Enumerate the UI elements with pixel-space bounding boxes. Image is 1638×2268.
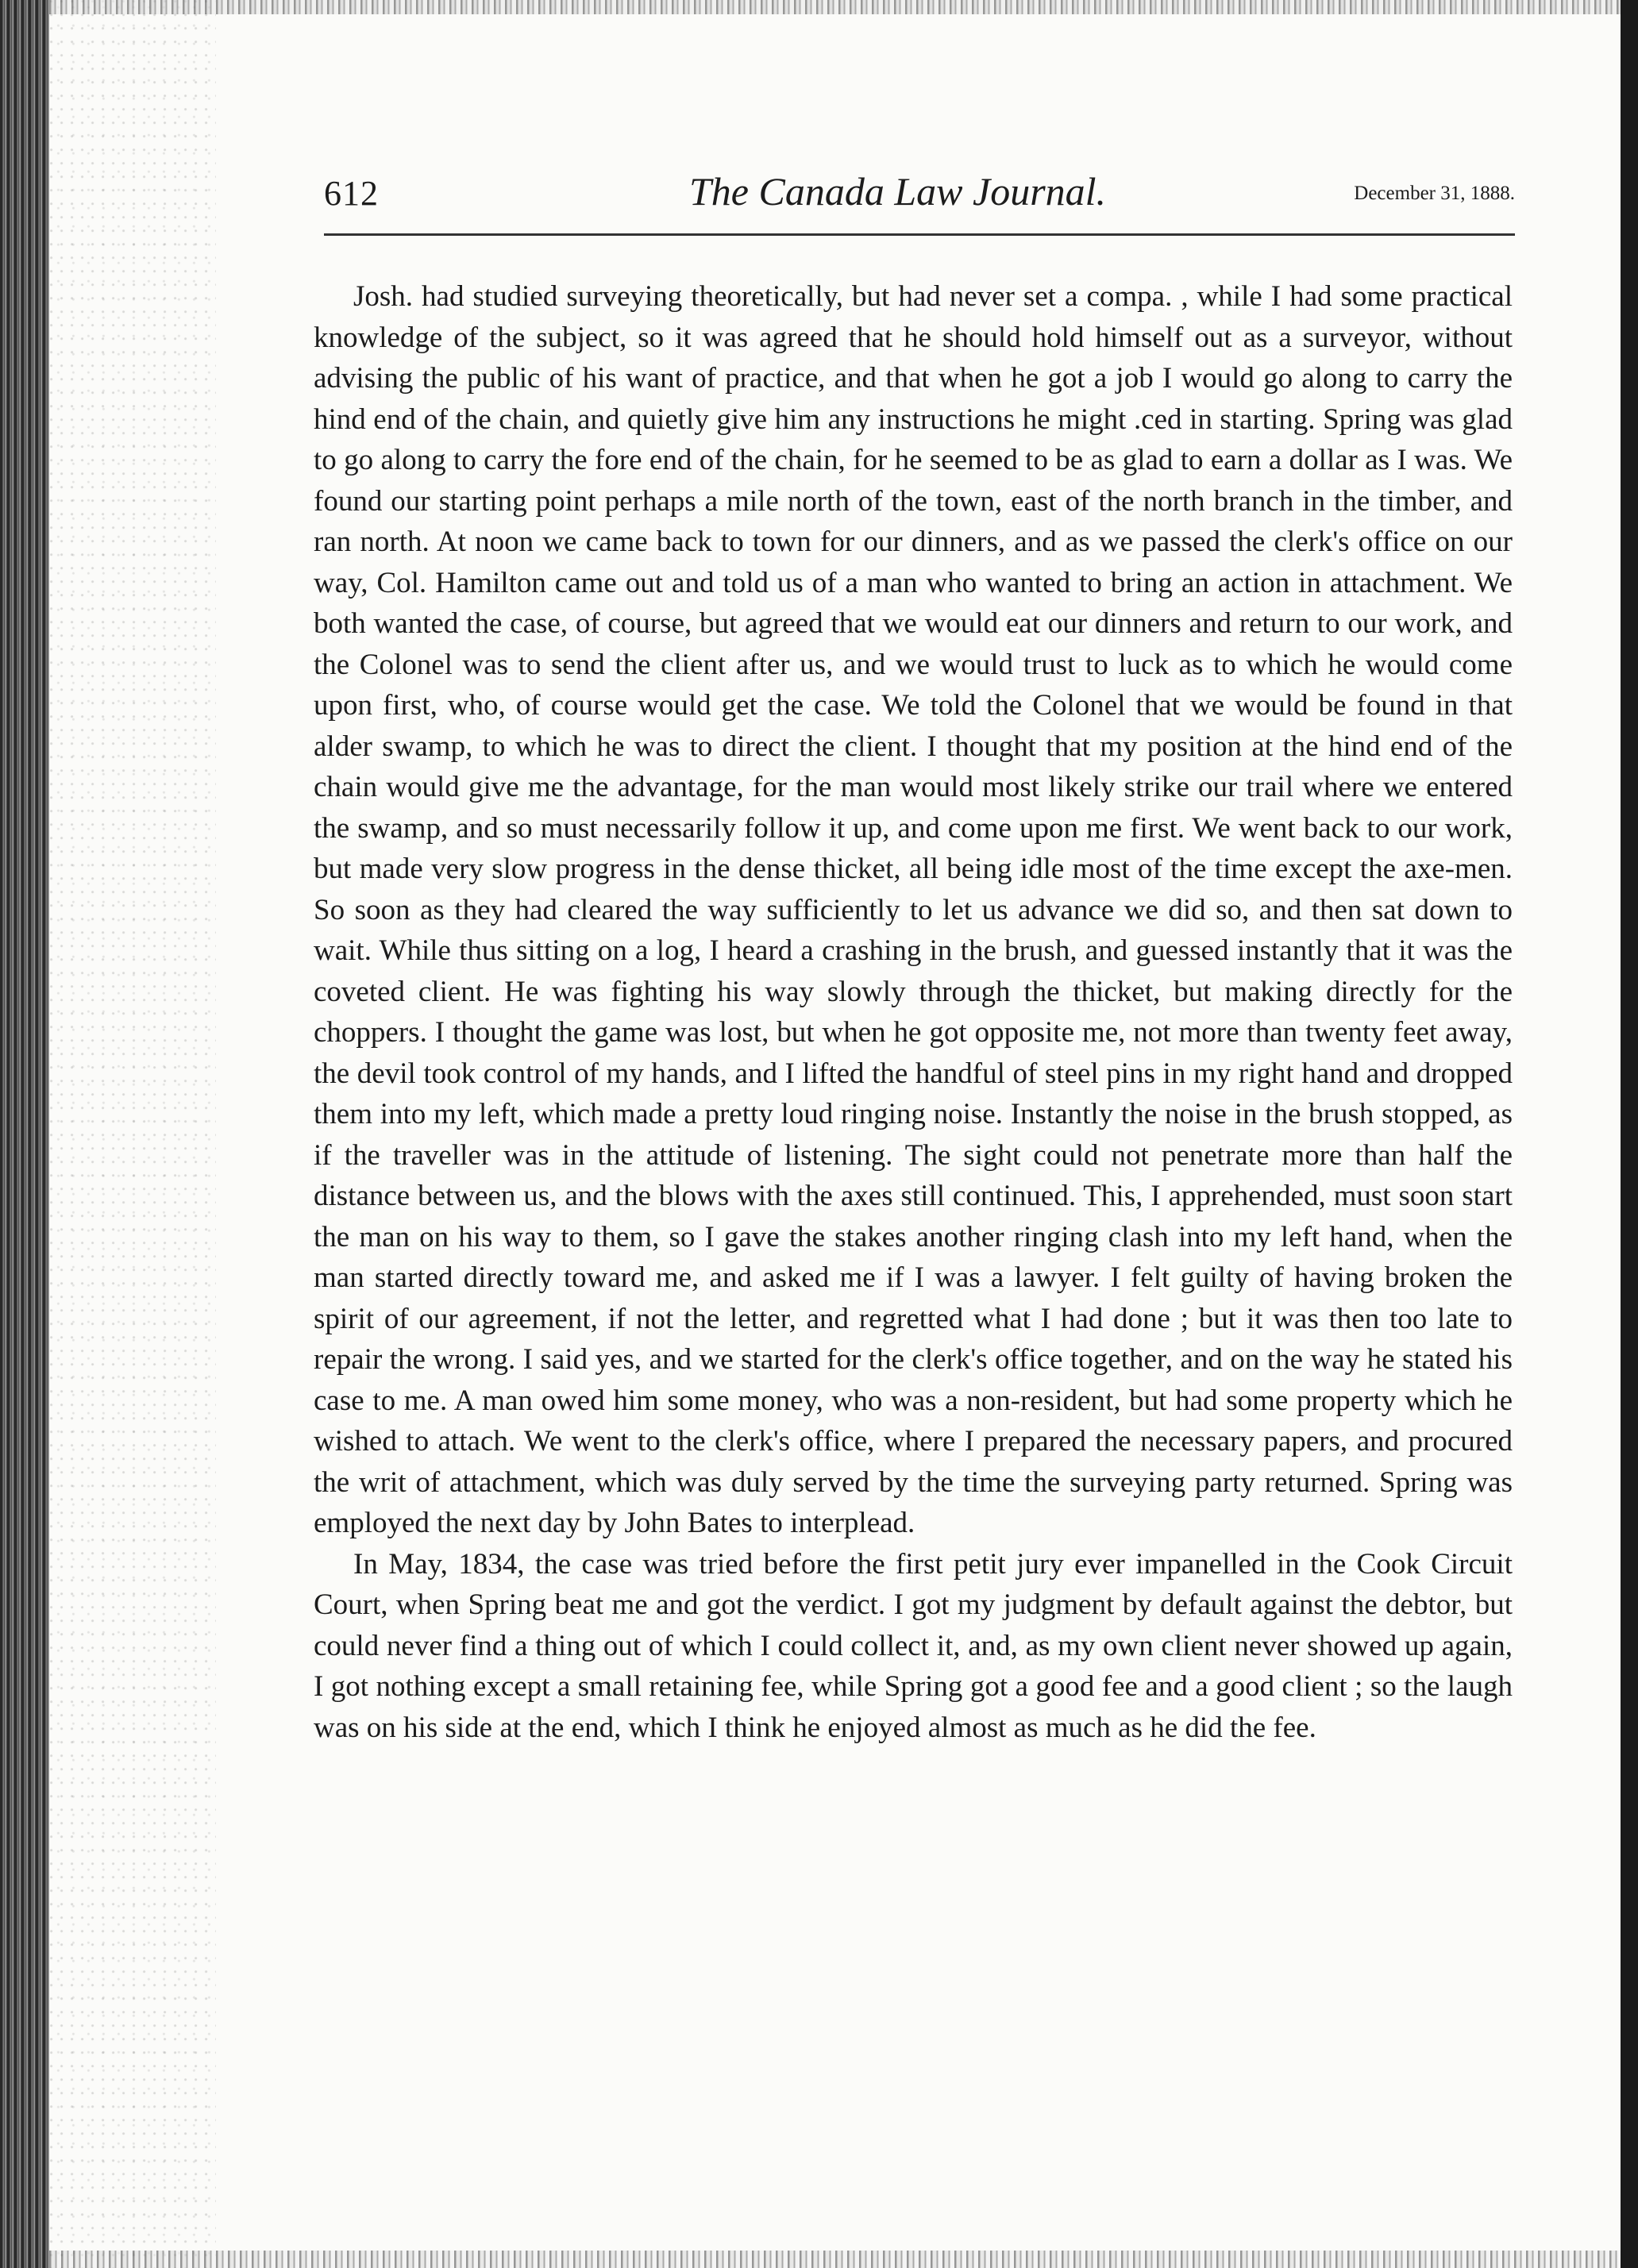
scan-noise [49,0,216,2268]
journal-title: The Canada Law Journal. [689,169,1107,214]
running-header [324,165,1515,221]
paragraph: In May, 1834, the case was tried before the first petit jury ever impanelled in the Cook Circuit Court, when Spring beat me and got the verdict. I got my judgment by default against the debtor, but could never find a thing out of which I could collect it, and, as my own client never showed up again, I got nothing except a small retaining fee, while Spring got a good fee and a good client ; so the laugh was on his side at the end, which I think he enjoyed almost as much as he did the fee. [314,1547,1513,1744]
page-number: 612 [324,174,379,213]
scan-right-edge [1621,0,1638,2268]
paragraph: Josh. had studied surveying theoretically, but had never set a compa. , while I had some practical knowledge of the subject, so it was agreed that he should hold himself out as a surveyor, without advising the public of his want of practice, and that when he got a job I would go along to carry the hind end of the chain, and quietly give him any instructions he might .ced in starting. Spring was glad to go along to carry the fore end of the chain, for he seemed to be as glad to earn a dollar as I was. We found our starting point perhaps a mile north of the town, east of the north branch in the timber, and ran north. At noon we came back to town for our dinners, and as we passed the clerk's office on our way, Col. Hamilton came out and told us of a man who wanted to bring an action in attachment. We both wanted the case, of course, but agreed that we would eat our dinners and return to our work, and the Colonel was to send the client after us, and we would trust to luck as to which he would come upon first, who, of course would get the case. We told the Colonel that we would be found in that alder swamp, to which he was to direct the client. I thought that my position at the hind end of the chain would give me the advantage, for the man would most likely strike our trail where we entered the swamp, and so must necessarily follow it up, and come upon me first. We went back to our work, but made very slow progress in the dense thicket, all being idle most of the time except the axe-men. So soon as they had cleared the way sufficiently to let us advance we did so, and then sat down to wait. While thus sitting on a log, I heard a crashing in the brush, and guessed instantly that it was the coveted client. He was fighting his way slowly through the thicket, but making directly for the choppers. I thought the game was lost, but when he got opposite me, not more than twenty feet away, the devil took control of my hands, and I lifted the handful of steel pins in my right hand and dropped them into my left, which made a pretty loud ringing noise. Instantly the noise in the brush stopped, as if the traveller was in the attitude of listening. The sight could not penetrate more than half the distance between us, and the blows with the axes still continued. This, I apprehended, must soon start the man on his way to them, so I gave the stakes another ringing clash into my left hand, when the man started directly toward me, and asked me if I was a lawyer. I felt guilty of having broken the spirit of our agreement, if not the letter, and regretted what I had done ; but it was then too late to repair the wrong. I said yes, and we started for the clerk's office together, and on the way he stated his case to me. A man owed him some money, who was a non-resident, but had some property which he wished to attach. We went to the clerk's office, where I prepared the necessary papers, and procured the writ of attachment, which was duly served by the time the surveying party returned. Spring was employed the next day by John Bates to interplead. [314,280,1513,1539]
scan-bottom-edge [49,2251,1621,2268]
header-rule [324,233,1515,236]
issue-date: December 31, 1888. [1354,183,1515,204]
scan-binding-edge [0,0,49,2268]
article-body [314,276,1513,1748]
scan-top-edge [49,0,1621,14]
